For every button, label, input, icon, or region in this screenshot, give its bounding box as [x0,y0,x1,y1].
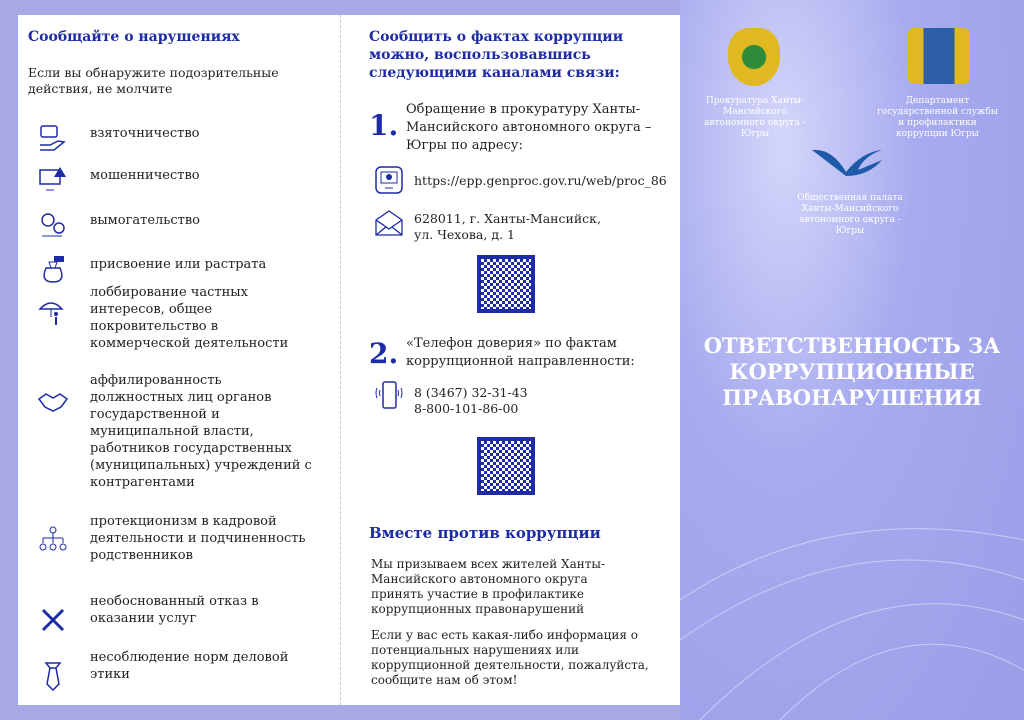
envelope-icon [374,208,404,238]
cross-icon [38,605,68,635]
brochure-title: ОТВЕТСТВЕННОСТЬ ЗА КОРРУПЦИОННЫЕ ПРАВОНАРУШЕНИЯ [703,333,1001,410]
cover-panel [680,0,1024,720]
channel-2-text: «Телефон доверия» по фактам коррупционной направленности: [406,336,635,369]
extortion-icon [38,210,68,240]
violations-panel [18,15,340,705]
qr-code-phone [477,437,535,495]
violation-item: мошенничество [90,168,200,183]
phone-icon [374,380,404,410]
address-line-1: 628011, г. Ханты-Мансийск, [414,211,601,226]
umbrella-person-icon [38,297,68,327]
channel-1-number: 1. [369,109,399,142]
violation-item: лоббирование частных интересов, общее покровительство в коммерческой деятельности [90,285,289,351]
channels-heading: Сообщить о фактах коррупции можно, воспользовавшись следующими каналами связи: [369,29,624,81]
yugra-emblem-logo [908,28,970,84]
channel-2-number: 2. [369,337,399,370]
computer-icon [374,165,404,195]
fraud-monitor-icon [38,165,68,195]
address-line-2: ул. Чехова, д. 1 [414,227,515,242]
violation-item: несоблюдение норм деловой этики [90,650,289,682]
report-paragraph: Если у вас есть какая-либо информация о потенциальных нарушениях или коррупционной деятельности, пожалуйста, сообщите нам об этом! [371,628,649,687]
wave-decoration [680,480,1024,720]
violation-item: необоснованный отказ в оказании услуг [90,594,259,626]
violation-item: вымогательство [90,213,201,228]
violation-item: протекционизм в кадровой деятельности и подчиненность родственников [90,514,306,563]
bribe-hand-icon [38,123,68,153]
qr-code-website [477,255,535,313]
money-bag-icon [38,254,68,284]
prosecutor-emblem-logo [728,28,780,86]
violations-heading: Сообщайте о нарушениях [28,29,240,45]
violation-item: взяточничество [90,126,200,141]
hierarchy-icon [38,525,68,555]
phone-1: 8 (3467) 32-31-43 [414,385,528,400]
department-logo-caption: Департамент государственной службы и профилактики коррупции Югры [877,96,998,139]
website-url[interactable]: https://epp.genproc.gov.ru/web/proc_86 [414,173,667,188]
appeal-paragraph: Мы призываем всех жителей Ханты-Мансийского автономного округа принять участие в профилактике коррупционных правонарушений [371,557,605,616]
tie-icon [38,661,68,691]
channels-panel [340,15,680,705]
handshake-icon [38,387,68,417]
channel-1-text: Обращение в прокуратуру Ханты-Мансийского автономного округа – Югры по адресу: [406,102,652,153]
violation-item: присвоение или растрата [90,257,267,272]
intro-text: Если вы обнаружите подозрительные действия, не молчите [28,65,279,96]
public-chamber-caption: Общественная палата Ханты-Мансийского автономного округа - Югры [797,193,903,236]
phone-2: 8-800-101-86-00 [414,401,519,416]
prosecutor-logo-caption: Прокуратура Ханты-Мансийского автономного округа - Югры [704,96,806,139]
public-chamber-logo [812,146,884,178]
together-heading: Вместе против коррупции [369,524,601,542]
violation-item: аффилированность должностных лиц органов государственной и муниципальной власти, работников государственных (муниципальных) учреждений с контрагентами [90,373,312,490]
